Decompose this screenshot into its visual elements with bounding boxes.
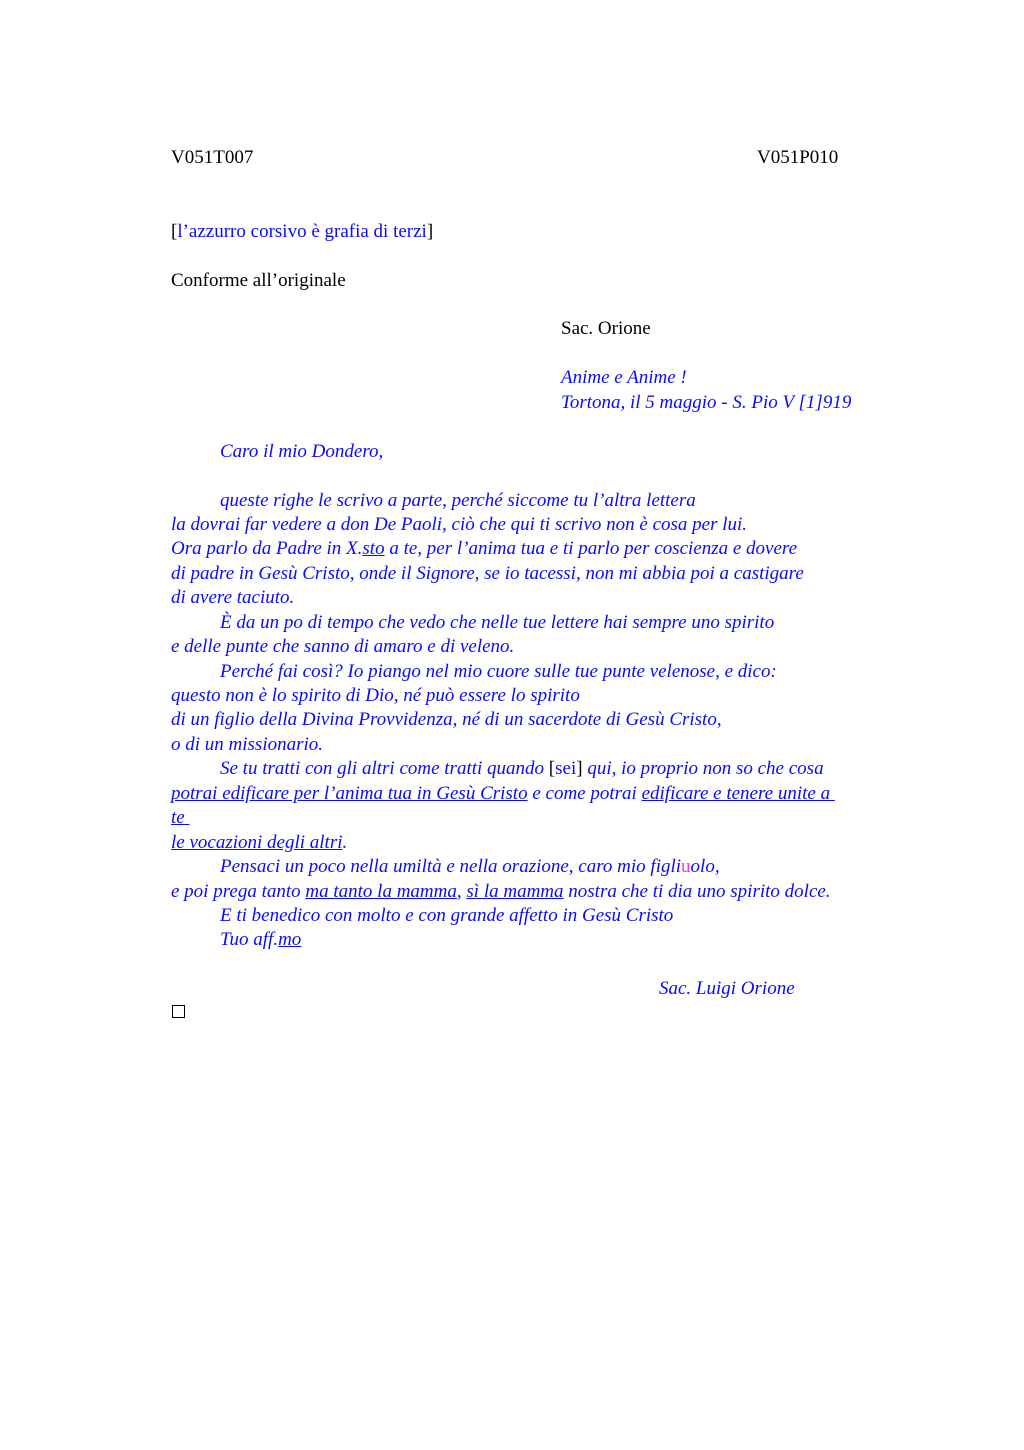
note-text: l’azzurro corsivo è grafia di terzi [177,221,427,242]
motto: Anime e Anime ! [561,367,687,388]
body-text: Pensaci un poco nella umiltà e nella orazione, caro mio figli [220,856,682,877]
body-line [171,880,831,904]
body-line: È da un po di tempo che vedo che nelle tue lettere hai sempre uno spirito [220,612,775,633]
note-close-bracket: ] [426,221,434,242]
body-text: Ora parlo da Padre in X. [171,538,363,559]
underlined-text: potrai edificare per l’anima tua in Gesù Cristo [171,783,528,804]
body-text: nostra che ti dia uno spirito dolce. [563,881,831,902]
place-date: Tortona, il 5 maggio - S. Pio V [1]919 [561,392,852,413]
underlined-text: ma tanto la mamma [305,881,457,902]
body-text: e poi prega tanto [171,881,306,902]
body-text: Tuo aff. [220,929,279,950]
body-line: e delle punte che sanno di amaro e di veleno. [171,636,515,657]
body-line [220,757,824,781]
body-line: queste righe le scrivo a parte, perché siccome tu l’altra lettera [220,490,696,511]
body-line: di avere taciuto. [171,587,295,608]
body-text: , [456,881,467,902]
conformity-statement: Conforme all’originale [171,270,346,291]
body-line: te [171,807,190,828]
editor-bracket-open: [ [548,758,556,779]
body-line: di un figlio della Divina Provvidenza, né di un sacerdote di Gesù Cristo, [171,709,722,730]
body-line [171,831,347,855]
body-text: a te, per l’anima tua e ti parlo per coscienza e dovere [384,538,798,559]
underlined-text: sì la mamma [466,881,564,902]
body-text: Se tu tratti con gli altri come tratti quando [220,758,549,779]
editor-bracket-close: ] [576,758,583,779]
underlined-text: sto [362,538,385,559]
body-line: Perché fai così? Io piango nel mio cuore sulle tue punte velenose, e dico: [220,661,777,682]
sender-header: Sac. Orione [561,318,651,339]
body-text: . [342,832,348,853]
body-line [171,537,797,561]
body-line: o di un missionario. [171,734,324,755]
editor-insertion: sei [555,758,577,779]
body-line: questo non è lo spirito di Dio, né può essere lo spirito [171,685,580,706]
correction-letter: u [681,856,691,877]
underlined-text: mo [278,929,302,950]
document-code-right: V051P010 [757,147,839,168]
document-code-left: V051T007 [171,147,254,168]
closing-line [220,928,301,952]
signature: Sac. Luigi Orione [659,978,795,999]
body-text: e come potrai [527,783,642,804]
body-line: E ti benedico con molto e con grande affetto in Gesù Cristo [220,905,674,926]
body-line: di padre in Gesù Cristo, onde il Signore, se io tacessi, non mi abbia poi a castigare [171,563,804,584]
body-line [171,782,835,806]
end-marker-square [172,1005,185,1018]
salutation: Caro il mio Dondero, [220,441,384,462]
body-line [220,855,720,879]
underlined-text: edificare e tenere unite a [641,783,835,804]
body-line: la dovrai far vedere a don De Paoli, ciò che qui ti scrivo non è cosa per lui. [171,514,748,535]
body-text: qui, io proprio non so che cosa [582,758,824,779]
editorial-note [171,220,433,244]
body-text: olo, [690,856,720,877]
underlined-text: le vocazioni degli altri [171,832,343,853]
note-open-bracket: [ [171,221,178,242]
